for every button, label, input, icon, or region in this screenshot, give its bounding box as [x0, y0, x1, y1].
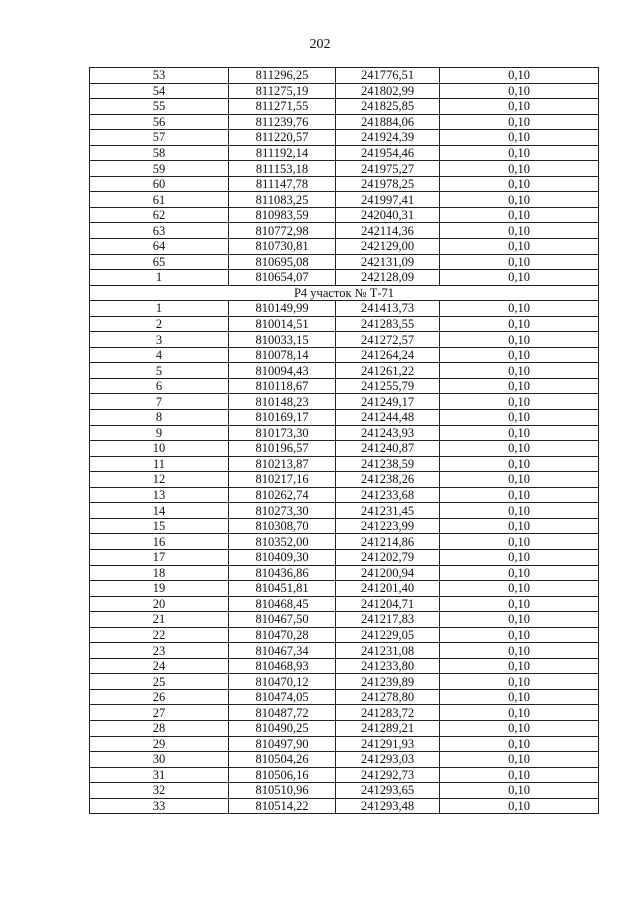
point-number-cell: 64	[90, 239, 229, 255]
y-coordinate-cell: 241233,68	[336, 487, 440, 503]
y-coordinate-cell: 241293,48	[336, 798, 440, 814]
accuracy-cell: 0,10	[440, 176, 599, 192]
accuracy-cell: 0,10	[440, 752, 599, 768]
point-number-cell: 60	[90, 176, 229, 192]
x-coordinate-cell: 810148,23	[229, 394, 336, 410]
y-coordinate-cell: 241283,55	[336, 316, 440, 332]
accuracy-cell: 0,10	[440, 83, 599, 99]
y-coordinate-cell: 241292,73	[336, 767, 440, 783]
point-number-cell: 14	[90, 503, 229, 519]
table-row	[90, 316, 599, 332]
point-number-cell: 54	[90, 83, 229, 99]
y-coordinate-cell: 241231,45	[336, 503, 440, 519]
y-coordinate-cell: 241204,71	[336, 596, 440, 612]
accuracy-cell: 0,10	[440, 410, 599, 426]
point-number-cell: 19	[90, 581, 229, 597]
point-number-cell: 18	[90, 565, 229, 581]
y-coordinate-cell: 241201,40	[336, 581, 440, 597]
point-number-cell: 53	[90, 68, 229, 84]
x-coordinate-cell: 810504,26	[229, 752, 336, 768]
x-coordinate-cell: 810262,74	[229, 487, 336, 503]
accuracy-cell: 0,10	[440, 130, 599, 146]
point-number-cell: 1	[90, 301, 229, 317]
x-coordinate-cell: 810451,81	[229, 581, 336, 597]
accuracy-cell: 0,10	[440, 114, 599, 130]
table-row	[90, 441, 599, 457]
point-number-cell: 57	[90, 130, 229, 146]
point-number-cell: 30	[90, 752, 229, 768]
table-row	[90, 596, 599, 612]
table-row	[90, 472, 599, 488]
x-coordinate-cell: 810497,90	[229, 736, 336, 752]
y-coordinate-cell: 241223,99	[336, 518, 440, 534]
point-number-cell: 9	[90, 425, 229, 441]
x-coordinate-cell: 810468,45	[229, 596, 336, 612]
point-number-cell: 28	[90, 720, 229, 736]
y-coordinate-cell: 241240,87	[336, 441, 440, 457]
x-coordinate-cell: 811220,57	[229, 130, 336, 146]
x-coordinate-cell: 810078,14	[229, 347, 336, 363]
y-coordinate-cell: 241264,24	[336, 347, 440, 363]
point-number-cell: 23	[90, 643, 229, 659]
point-number-cell: 22	[90, 627, 229, 643]
accuracy-cell: 0,10	[440, 161, 599, 177]
accuracy-cell: 0,10	[440, 503, 599, 519]
point-number-cell: 26	[90, 689, 229, 705]
table-row	[90, 689, 599, 705]
table-row	[90, 534, 599, 550]
accuracy-cell: 0,10	[440, 192, 599, 208]
table-row	[90, 176, 599, 192]
accuracy-cell: 0,10	[440, 627, 599, 643]
point-number-cell: 63	[90, 223, 229, 239]
y-coordinate-cell: 241293,65	[336, 783, 440, 799]
x-coordinate-cell: 811275,19	[229, 83, 336, 99]
table-row	[90, 378, 599, 394]
y-coordinate-cell: 242128,09	[336, 270, 440, 286]
table-row	[90, 503, 599, 519]
x-coordinate-cell: 810467,34	[229, 643, 336, 659]
x-coordinate-cell: 811239,76	[229, 114, 336, 130]
y-coordinate-cell: 242131,09	[336, 254, 440, 270]
table-row	[90, 425, 599, 441]
table-row	[90, 627, 599, 643]
accuracy-cell: 0,10	[440, 347, 599, 363]
y-coordinate-cell: 241243,93	[336, 425, 440, 441]
table-row	[90, 612, 599, 628]
table-row	[90, 674, 599, 690]
y-coordinate-cell: 241261,22	[336, 363, 440, 379]
y-coordinate-cell: 241255,79	[336, 378, 440, 394]
point-number-cell: 4	[90, 347, 229, 363]
x-coordinate-cell: 810474,05	[229, 689, 336, 705]
table-row	[90, 410, 599, 426]
y-coordinate-cell: 241214,86	[336, 534, 440, 550]
x-coordinate-cell: 811296,25	[229, 68, 336, 84]
y-coordinate-cell: 241293,03	[336, 752, 440, 768]
x-coordinate-cell: 810490,25	[229, 720, 336, 736]
table-row	[90, 347, 599, 363]
x-coordinate-cell: 810510,96	[229, 783, 336, 799]
x-coordinate-cell: 810014,51	[229, 316, 336, 332]
point-number-cell: 10	[90, 441, 229, 457]
table-row	[90, 114, 599, 130]
point-number-cell: 24	[90, 658, 229, 674]
accuracy-cell: 0,10	[440, 239, 599, 255]
y-coordinate-cell: 241802,99	[336, 83, 440, 99]
x-coordinate-cell: 810730,81	[229, 239, 336, 255]
accuracy-cell: 0,10	[440, 783, 599, 799]
accuracy-cell: 0,10	[440, 720, 599, 736]
y-coordinate-cell: 242114,36	[336, 223, 440, 239]
accuracy-cell: 0,10	[440, 145, 599, 161]
y-coordinate-cell: 241291,93	[336, 736, 440, 752]
x-coordinate-cell: 810308,70	[229, 518, 336, 534]
y-coordinate-cell: 241997,41	[336, 192, 440, 208]
table-row	[90, 798, 599, 814]
point-number-cell: 11	[90, 456, 229, 472]
point-number-cell: 16	[90, 534, 229, 550]
accuracy-cell: 0,10	[440, 472, 599, 488]
x-coordinate-cell: 810213,87	[229, 456, 336, 472]
point-number-cell: 33	[90, 798, 229, 814]
point-number-cell: 55	[90, 99, 229, 115]
x-coordinate-cell: 810654,07	[229, 270, 336, 286]
accuracy-cell: 0,10	[440, 705, 599, 721]
x-coordinate-cell: 810273,30	[229, 503, 336, 519]
accuracy-cell: 0,10	[440, 549, 599, 565]
table-row	[90, 581, 599, 597]
point-number-cell: 25	[90, 674, 229, 690]
y-coordinate-cell: 241217,83	[336, 612, 440, 628]
accuracy-cell: 0,10	[440, 581, 599, 597]
accuracy-cell: 0,10	[440, 534, 599, 550]
table-row	[90, 658, 599, 674]
y-coordinate-cell: 241231,08	[336, 643, 440, 659]
accuracy-cell: 0,10	[440, 643, 599, 659]
x-coordinate-cell: 810196,57	[229, 441, 336, 457]
x-coordinate-cell: 810467,50	[229, 612, 336, 628]
y-coordinate-cell: 241884,06	[336, 114, 440, 130]
point-number-cell: 27	[90, 705, 229, 721]
table-row	[90, 332, 599, 348]
x-coordinate-cell: 810436,86	[229, 565, 336, 581]
y-coordinate-cell: 241283,72	[336, 705, 440, 721]
accuracy-cell: 0,10	[440, 518, 599, 534]
y-coordinate-cell: 241229,05	[336, 627, 440, 643]
table-row	[90, 518, 599, 534]
point-number-cell: 3	[90, 332, 229, 348]
point-number-cell: 61	[90, 192, 229, 208]
y-coordinate-cell: 241954,46	[336, 145, 440, 161]
y-coordinate-cell: 241289,21	[336, 720, 440, 736]
point-number-cell: 29	[90, 736, 229, 752]
x-coordinate-cell: 811153,18	[229, 161, 336, 177]
x-coordinate-cell: 810470,12	[229, 674, 336, 690]
point-number-cell: 31	[90, 767, 229, 783]
point-number-cell: 59	[90, 161, 229, 177]
point-number-cell: 58	[90, 145, 229, 161]
point-number-cell: 7	[90, 394, 229, 410]
point-number-cell: 2	[90, 316, 229, 332]
x-coordinate-cell: 810094,43	[229, 363, 336, 379]
table-row	[90, 487, 599, 503]
y-coordinate-cell: 241249,17	[336, 394, 440, 410]
table-row	[90, 752, 599, 768]
accuracy-cell: 0,10	[440, 736, 599, 752]
x-coordinate-cell: 810487,72	[229, 705, 336, 721]
x-coordinate-cell: 810514,22	[229, 798, 336, 814]
table-row	[90, 456, 599, 472]
x-coordinate-cell: 811147,78	[229, 176, 336, 192]
y-coordinate-cell: 242129,00	[336, 239, 440, 255]
point-number-cell: 8	[90, 410, 229, 426]
x-coordinate-cell: 810033,15	[229, 332, 336, 348]
section-header-row	[90, 285, 599, 301]
accuracy-cell: 0,10	[440, 441, 599, 457]
point-number-cell: 62	[90, 207, 229, 223]
coordinates-table	[89, 67, 599, 814]
accuracy-cell: 0,10	[440, 674, 599, 690]
point-number-cell: 32	[90, 783, 229, 799]
point-number-cell: 21	[90, 612, 229, 628]
x-coordinate-cell: 810772,98	[229, 223, 336, 239]
table-row	[90, 363, 599, 379]
table-row	[90, 565, 599, 581]
table-row	[90, 720, 599, 736]
y-coordinate-cell: 242040,31	[336, 207, 440, 223]
table-row	[90, 767, 599, 783]
table-row	[90, 254, 599, 270]
table-row	[90, 68, 599, 84]
x-coordinate-cell: 810352,00	[229, 534, 336, 550]
point-number-cell: 65	[90, 254, 229, 270]
x-coordinate-cell: 810506,16	[229, 767, 336, 783]
point-number-cell: 12	[90, 472, 229, 488]
accuracy-cell: 0,10	[440, 254, 599, 270]
accuracy-cell: 0,10	[440, 798, 599, 814]
point-number-cell: 5	[90, 363, 229, 379]
x-coordinate-cell: 811271,55	[229, 99, 336, 115]
accuracy-cell: 0,10	[440, 316, 599, 332]
y-coordinate-cell: 241278,80	[336, 689, 440, 705]
table-row	[90, 83, 599, 99]
table-row	[90, 99, 599, 115]
x-coordinate-cell: 810173,30	[229, 425, 336, 441]
x-coordinate-cell: 810149,99	[229, 301, 336, 317]
y-coordinate-cell: 241238,59	[336, 456, 440, 472]
accuracy-cell: 0,10	[440, 425, 599, 441]
page-number: 202	[309, 37, 331, 52]
x-coordinate-cell: 810118,67	[229, 378, 336, 394]
accuracy-cell: 0,10	[440, 487, 599, 503]
table-row	[90, 736, 599, 752]
point-number-cell: 20	[90, 596, 229, 612]
x-coordinate-cell: 810169,17	[229, 410, 336, 426]
point-number-cell: 1	[90, 270, 229, 286]
accuracy-cell: 0,10	[440, 332, 599, 348]
x-coordinate-cell: 810468,93	[229, 658, 336, 674]
table-row	[90, 207, 599, 223]
y-coordinate-cell: 241978,25	[336, 176, 440, 192]
accuracy-cell: 0,10	[440, 68, 599, 84]
y-coordinate-cell: 241776,51	[336, 68, 440, 84]
accuracy-cell: 0,10	[440, 363, 599, 379]
accuracy-cell: 0,10	[440, 596, 599, 612]
x-coordinate-cell: 811083,25	[229, 192, 336, 208]
accuracy-cell: 0,10	[440, 612, 599, 628]
accuracy-cell: 0,10	[440, 394, 599, 410]
table-row	[90, 783, 599, 799]
table-row	[90, 145, 599, 161]
y-coordinate-cell: 241244,48	[336, 410, 440, 426]
point-number-cell: 13	[90, 487, 229, 503]
accuracy-cell: 0,10	[440, 456, 599, 472]
accuracy-cell: 0,10	[440, 301, 599, 317]
table-row	[90, 223, 599, 239]
accuracy-cell: 0,10	[440, 658, 599, 674]
y-coordinate-cell: 241239,89	[336, 674, 440, 690]
y-coordinate-cell: 241272,57	[336, 332, 440, 348]
y-coordinate-cell: 241238,26	[336, 472, 440, 488]
y-coordinate-cell: 241202,79	[336, 549, 440, 565]
y-coordinate-cell: 241200,94	[336, 565, 440, 581]
table-row	[90, 270, 599, 286]
accuracy-cell: 0,10	[440, 99, 599, 115]
coordinates-table-body	[90, 68, 599, 814]
y-coordinate-cell: 241924,39	[336, 130, 440, 146]
x-coordinate-cell: 810983,59	[229, 207, 336, 223]
table-row	[90, 130, 599, 146]
y-coordinate-cell: 241825,85	[336, 99, 440, 115]
accuracy-cell: 0,10	[440, 207, 599, 223]
point-number-cell: 15	[90, 518, 229, 534]
accuracy-cell: 0,10	[440, 565, 599, 581]
point-number-cell: 17	[90, 549, 229, 565]
accuracy-cell: 0,10	[440, 689, 599, 705]
table-row	[90, 705, 599, 721]
x-coordinate-cell: 810695,08	[229, 254, 336, 270]
accuracy-cell: 0,10	[440, 223, 599, 239]
table-row	[90, 161, 599, 177]
y-coordinate-cell: 241413,73	[336, 301, 440, 317]
table-row	[90, 301, 599, 317]
x-coordinate-cell: 810470,28	[229, 627, 336, 643]
section-title: Р4 участок № Т-71	[90, 285, 599, 301]
accuracy-cell: 0,10	[440, 378, 599, 394]
table-row	[90, 394, 599, 410]
table-row	[90, 239, 599, 255]
table-row	[90, 549, 599, 565]
point-number-cell: 6	[90, 378, 229, 394]
x-coordinate-cell: 811192,14	[229, 145, 336, 161]
point-number-cell: 56	[90, 114, 229, 130]
accuracy-cell: 0,10	[440, 270, 599, 286]
x-coordinate-cell: 810217,16	[229, 472, 336, 488]
x-coordinate-cell: 810409,30	[229, 549, 336, 565]
table-row	[90, 192, 599, 208]
y-coordinate-cell: 241233,80	[336, 658, 440, 674]
accuracy-cell: 0,10	[440, 767, 599, 783]
table-row	[90, 643, 599, 659]
y-coordinate-cell: 241975,27	[336, 161, 440, 177]
